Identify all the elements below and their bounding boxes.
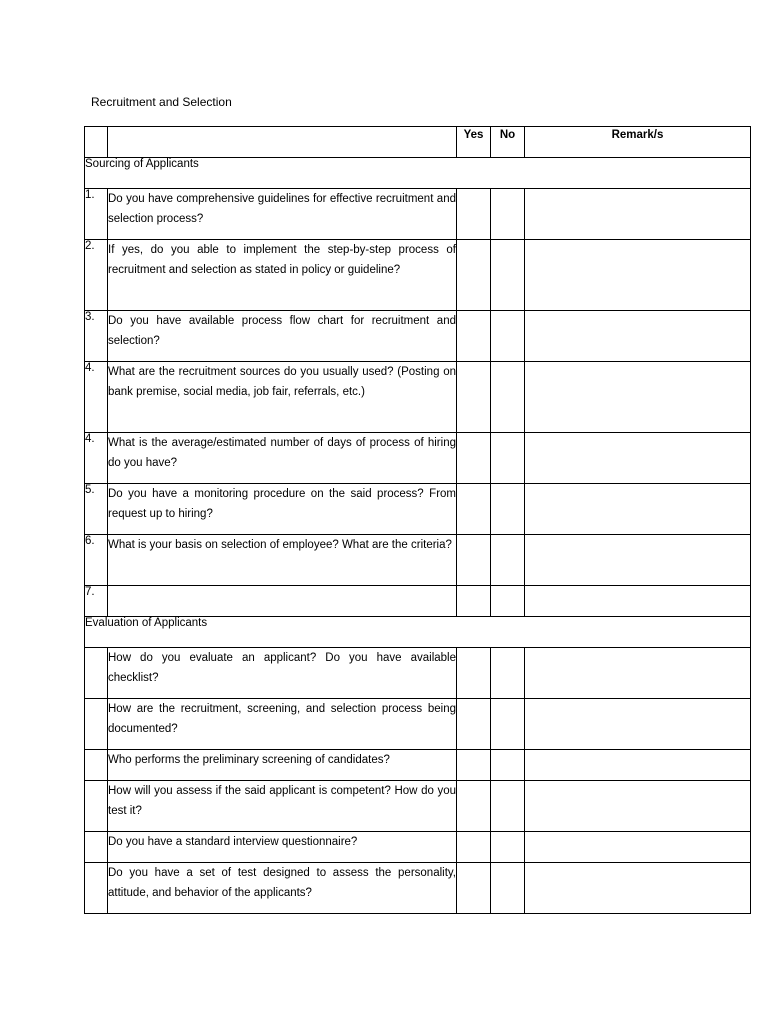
- no-cell[interactable]: [491, 781, 525, 832]
- row-number: [85, 863, 108, 914]
- no-cell[interactable]: [491, 832, 525, 863]
- remarks-cell[interactable]: [525, 433, 751, 484]
- yes-cell[interactable]: [457, 832, 491, 863]
- row-number: [85, 648, 108, 699]
- table-row: [85, 863, 751, 914]
- no-cell[interactable]: [491, 586, 525, 617]
- question-text: Do you have available process flow chart for recruitment and selection?: [108, 311, 457, 362]
- no-cell[interactable]: [491, 648, 525, 699]
- no-cell[interactable]: [491, 699, 525, 750]
- yes-cell[interactable]: [457, 699, 491, 750]
- remarks-cell[interactable]: [525, 648, 751, 699]
- table-row: [85, 240, 751, 311]
- header-question: [108, 127, 457, 158]
- yes-cell[interactable]: [457, 362, 491, 433]
- remarks-cell[interactable]: [525, 699, 751, 750]
- question-text: What is your basis on selection of employee? What are the criteria?: [108, 535, 457, 586]
- table-row: [85, 535, 751, 586]
- remarks-cell[interactable]: [525, 781, 751, 832]
- section-title: Evaluation of Applicants: [85, 617, 751, 648]
- yes-cell[interactable]: [457, 781, 491, 832]
- remarks-cell[interactable]: [525, 832, 751, 863]
- remarks-cell[interactable]: [525, 535, 751, 586]
- question-text: Do you have a set of test designed to assess the personality, attitude, and behavior of the applicants?: [108, 863, 457, 914]
- remarks-cell[interactable]: [525, 362, 751, 433]
- question-text: Who performs the preliminary screening of candidates?: [108, 750, 457, 781]
- table-row: [85, 433, 751, 484]
- table-row: [85, 586, 751, 617]
- remarks-cell[interactable]: [525, 240, 751, 311]
- question-text: How do you evaluate an applicant? Do you have available checklist?: [108, 648, 457, 699]
- table-row: [85, 189, 751, 240]
- row-number: [85, 699, 108, 750]
- row-number: 5.: [85, 484, 108, 535]
- no-cell[interactable]: [491, 362, 525, 433]
- remarks-cell[interactable]: [525, 311, 751, 362]
- table-row: [85, 484, 751, 535]
- table-row: [85, 781, 751, 832]
- question-text[interactable]: [108, 586, 457, 617]
- question-text: Do you have comprehensive guidelines for effective recruitment and selection process?: [108, 189, 457, 240]
- header-yes: Yes: [457, 127, 491, 158]
- no-cell[interactable]: [491, 189, 525, 240]
- no-cell[interactable]: [491, 484, 525, 535]
- yes-cell[interactable]: [457, 433, 491, 484]
- row-number: [85, 832, 108, 863]
- section-row-sourcing: [85, 158, 751, 189]
- remarks-cell[interactable]: [525, 189, 751, 240]
- yes-cell[interactable]: [457, 863, 491, 914]
- no-cell[interactable]: [491, 311, 525, 362]
- row-number: 2.: [85, 240, 108, 311]
- yes-cell[interactable]: [457, 189, 491, 240]
- section-title: Sourcing of Applicants: [85, 158, 751, 189]
- row-number: 4.: [85, 362, 108, 433]
- checklist-table: [84, 126, 751, 914]
- table-row: [85, 750, 751, 781]
- row-number: 3.: [85, 311, 108, 362]
- document-title: Recruitment and Selection: [91, 95, 232, 109]
- question-text: How will you assess if the said applicant is competent? How do you test it?: [108, 781, 457, 832]
- remarks-cell[interactable]: [525, 863, 751, 914]
- header-number: [85, 127, 108, 158]
- row-number: 4.: [85, 433, 108, 484]
- question-text: If yes, do you able to implement the step-by-step process of recruitment and selection as stated in policy or guideline?: [108, 240, 457, 311]
- yes-cell[interactable]: [457, 586, 491, 617]
- table-header-row: [85, 127, 751, 158]
- question-text: What is the average/estimated number of days of process of hiring do you have?: [108, 433, 457, 484]
- no-cell[interactable]: [491, 535, 525, 586]
- remarks-cell[interactable]: [525, 586, 751, 617]
- table-row: [85, 699, 751, 750]
- no-cell[interactable]: [491, 750, 525, 781]
- yes-cell[interactable]: [457, 648, 491, 699]
- row-number: 1.: [85, 189, 108, 240]
- remarks-cell[interactable]: [525, 750, 751, 781]
- table-row: [85, 832, 751, 863]
- question-text: Do you have a monitoring procedure on the said process? From request up to hiring?: [108, 484, 457, 535]
- row-number: [85, 750, 108, 781]
- yes-cell[interactable]: [457, 750, 491, 781]
- table-row: [85, 362, 751, 433]
- row-number: [85, 781, 108, 832]
- no-cell[interactable]: [491, 433, 525, 484]
- table-row: [85, 648, 751, 699]
- header-remarks: Remark/s: [525, 127, 751, 158]
- section-row-evaluation: [85, 617, 751, 648]
- question-text: How are the recruitment, screening, and selection process being documented?: [108, 699, 457, 750]
- table-row: [85, 311, 751, 362]
- header-no: No: [491, 127, 525, 158]
- yes-cell[interactable]: [457, 311, 491, 362]
- remarks-cell[interactable]: [525, 484, 751, 535]
- question-text: Do you have a standard interview questionnaire?: [108, 832, 457, 863]
- no-cell[interactable]: [491, 863, 525, 914]
- question-text: What are the recruitment sources do you usually used? (Posting on bank premise, social media, job fair, referrals, etc.): [108, 362, 457, 433]
- yes-cell[interactable]: [457, 484, 491, 535]
- yes-cell[interactable]: [457, 240, 491, 311]
- row-number: 7.: [85, 586, 108, 617]
- row-number: 6.: [85, 535, 108, 586]
- no-cell[interactable]: [491, 240, 525, 311]
- yes-cell[interactable]: [457, 535, 491, 586]
